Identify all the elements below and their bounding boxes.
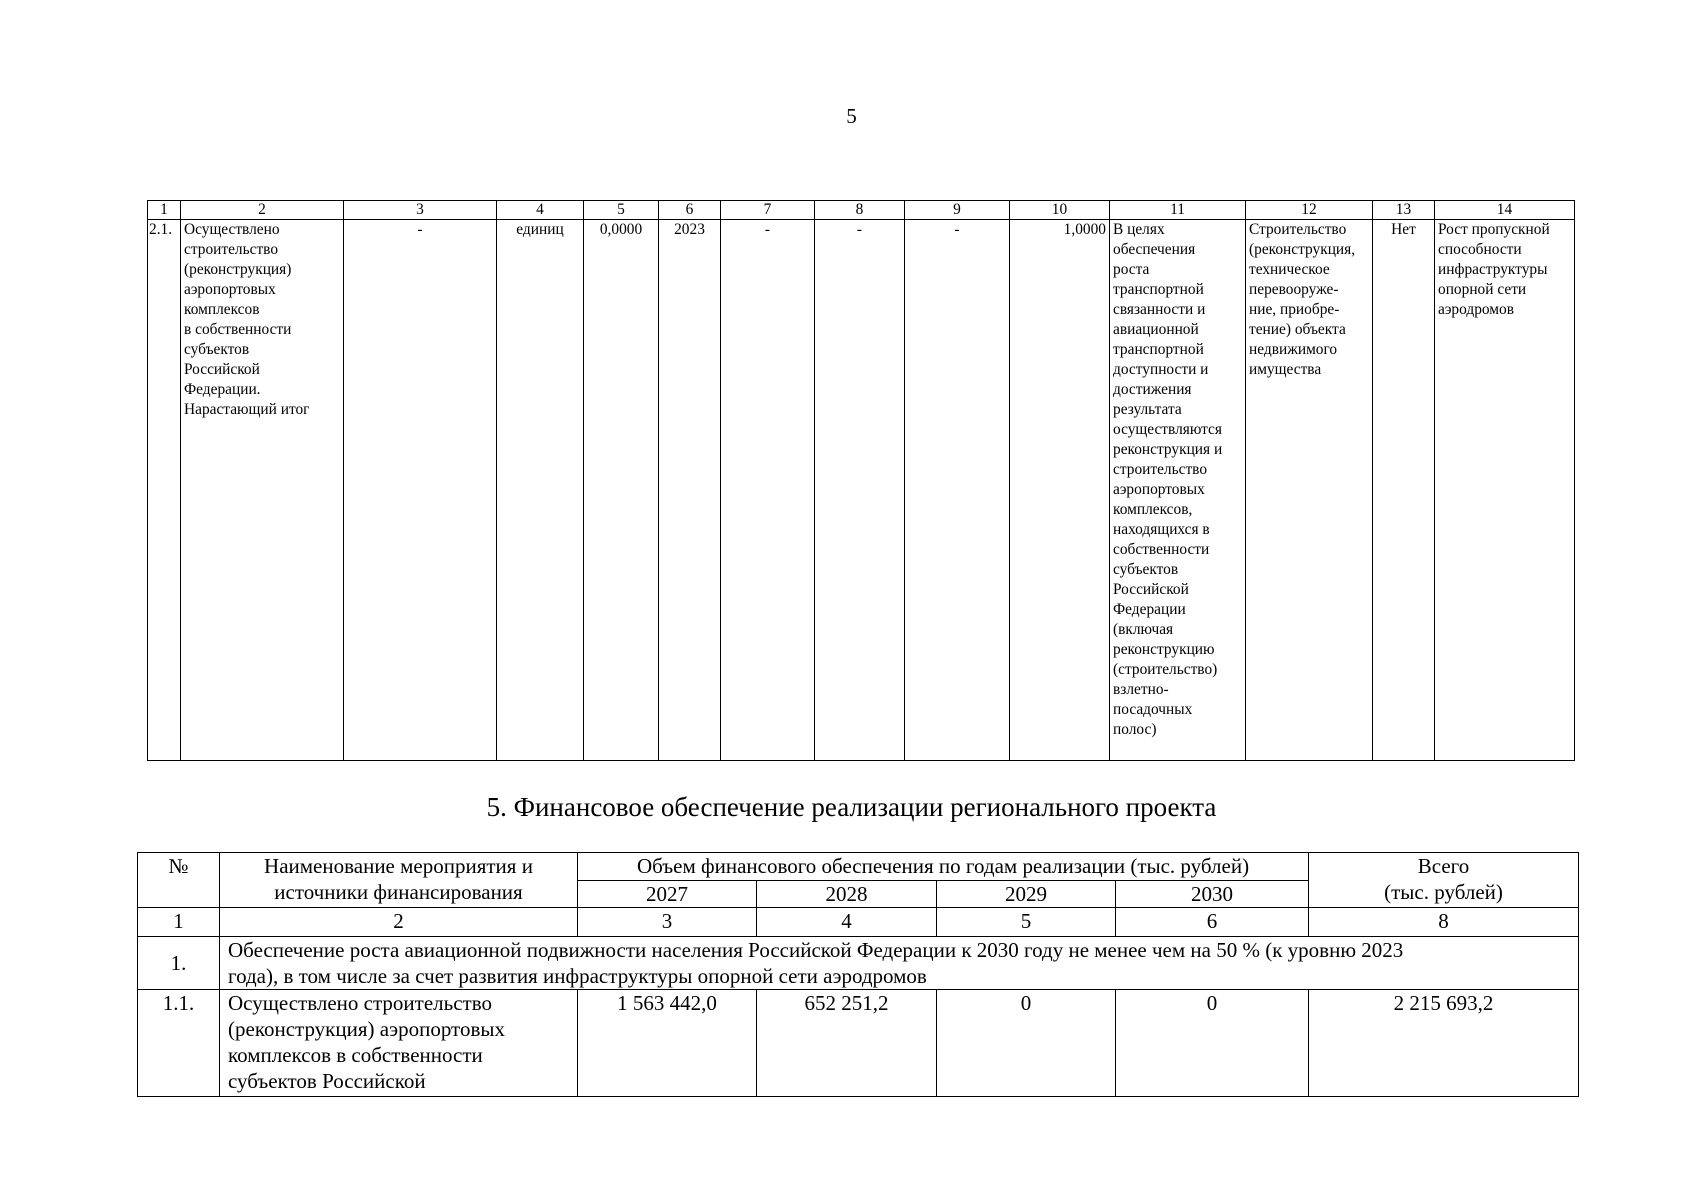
indicator-col11: В целях обеспечения роста транспортной связанности и авиационной транспортной доступности и достижения результата осуществляются реконструкция и строительство аэропортовых комплексов, находящихся в собственности субъектов Российской Федерации (включая реконструкцию (строительство) взлетно- посадочных полос) [1110,220,1246,761]
section-text: Обеспечение роста авиационной подвижности населения Российской Федерации к 2030 году не менее чем на 50 % (к уровню 2023 года), в том числе за счет развития инфраструктуры опорной сети аэродромов [220,937,1579,990]
section-number: 1. [138,937,220,990]
header-num: № [138,853,220,908]
row-number: 2.1. [148,220,181,761]
column-number: 3 [578,908,757,937]
column-number: 9 [905,201,1010,220]
header-volume: Объем финансового обеспечения по годам реализации (тыс. рублей) [578,853,1309,881]
indicator-unit: единиц [497,220,584,761]
column-number: 2 [181,201,344,220]
indicator-row [148,220,1575,761]
column-number: 6 [1116,908,1309,937]
indicator-col13: Нет [1373,220,1435,761]
column-number: 5 [937,908,1116,937]
indicator-col3: - [344,220,497,761]
finance-table [137,852,1579,1097]
activity-name: Осуществлено строительство (реконструкция) аэропортовых комплексов в собственности субъектов Российской [220,990,578,1097]
column-number: 6 [659,201,721,220]
column-number: 10 [1010,201,1110,220]
activity-number: 1.1. [138,990,220,1097]
column-number: 14 [1435,201,1575,220]
activity-value-2029: 0 [937,990,1116,1097]
activity-total: 2 215 693,2 [1309,990,1579,1097]
header-year: 2028 [757,881,937,908]
column-number: 4 [757,908,937,937]
indicator-base-value: 0,0000 [584,220,659,761]
section-title: 5. Финансовое обеспечение реализации регионального проекта [486,792,1217,822]
activity-value-2030: 0 [1116,990,1309,1097]
header-year: 2027 [578,881,757,908]
indicator-col8: - [815,220,905,761]
column-number: 1 [138,908,220,937]
column-number: 4 [497,201,584,220]
finance-header-row [138,853,1579,881]
indicator-base-year: 2023 [659,220,721,761]
header-year: 2030 [1116,881,1309,908]
column-number: 8 [815,201,905,220]
page-number: 5 [846,104,857,128]
indicator-col9: - [905,220,1010,761]
activity-value-2028: 652 251,2 [757,990,937,1097]
column-number: 7 [721,201,815,220]
header-year: 2029 [937,881,1116,908]
column-number: 5 [584,201,659,220]
finance-activity-row [138,990,1579,1097]
indicator-col10: 1,0000 [1010,220,1110,761]
column-number: 1 [148,201,181,220]
header-total: Всего (тыс. рублей) [1309,853,1579,908]
finance-section-row [138,937,1579,990]
indicator-name: Осуществлено строительство (реконструкция) аэропортовых комплексов в собственности субъектов Российской Федерации. Нарастающий итог [181,220,344,761]
activity-value-2027: 1 563 442,0 [578,990,757,1097]
column-number-row [148,201,1575,220]
finance-column-number-row [138,908,1579,937]
column-number: 3 [344,201,497,220]
column-number: 13 [1373,201,1435,220]
indicator-col12: Строительство (реконструкция, техническое перевооруже- ние, приобре- тение) объекта недвижимого имущества [1246,220,1373,761]
column-number: 11 [1110,201,1246,220]
indicator-col7: - [721,220,815,761]
column-number: 8 [1309,908,1579,937]
column-number: 2 [220,908,578,937]
indicator-col14: Рост пропускной способности инфраструктуры опорной сети аэродромов [1435,220,1575,761]
indicators-table [147,200,1575,761]
column-number: 12 [1246,201,1373,220]
header-name: Наименование мероприятия и источники финансирования [220,853,578,908]
